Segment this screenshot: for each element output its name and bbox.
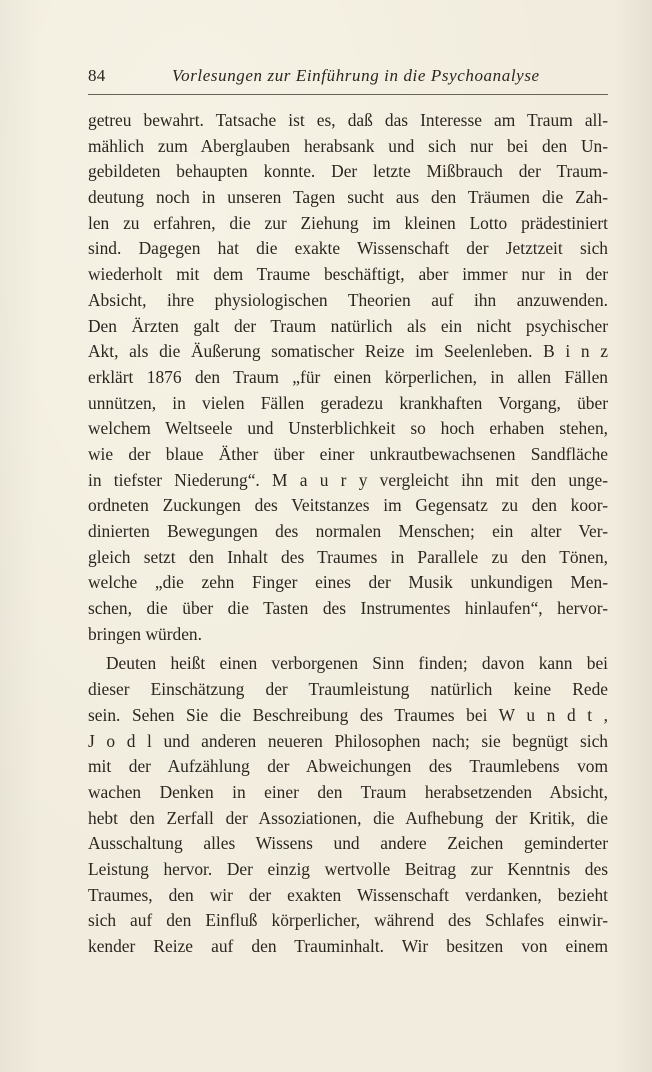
text-line: wiederholt mit dem Traume beschäftigt, aber immer nur in der	[88, 264, 608, 285]
text-line: in tiefster Niederung“. M a u r y vergleicht ihn mit den unge-	[88, 469, 608, 490]
text-line: mählich zum Aberglauben herabsank und sich nur bei den Un-	[88, 135, 608, 156]
paragraph	[88, 108, 608, 647]
text-line: sich auf den Einfluß körperlicher, während des Schlafes einwir-	[88, 910, 608, 931]
text-line: unnützen, in vielen Fällen geradezu krankhaften Vorgang, über	[88, 392, 608, 413]
text-line: Deuten heißt einen verborgenen Sinn finden; davon kann bei	[106, 653, 608, 674]
running-title: Vorlesungen zur Einführung in die Psychoanalyse	[172, 66, 540, 85]
body-text	[88, 108, 608, 960]
text-line: dieser Einschätzung der Traumleistung natürlich keine Rede	[88, 679, 608, 700]
text-line: Ausschaltung alles Wissens und andere Zeichen geminderter	[88, 833, 608, 854]
text-line: len zu erfahren, die zur Ziehung im kleinen Lotto prädestiniert	[88, 212, 608, 233]
text-line: Den Ärzten galt der Traum natürlich als ein nicht psychischer	[88, 315, 608, 336]
text-line: getreu bewahrt. Tatsache ist es, daß das Interesse am Traum all-	[88, 110, 608, 130]
text-line: hebt den Zerfall der Assoziationen, die Aufhebung der Kritik, die	[88, 807, 608, 828]
header-rule	[88, 94, 608, 95]
text-line: welchem Weltseele und Unsterblichkeit so hoch erhaben stehen,	[88, 418, 608, 439]
text-line: erklärt 1876 den Traum „für einen körperlichen, in allen Fällen	[88, 366, 608, 387]
text-line: J o d l und anderen neueren Philosophen nach; sie begnügt sich	[88, 730, 608, 751]
text-line: deutung noch in unseren Tagen sucht aus den Träumen die Zah-	[88, 187, 608, 208]
text-line: gleich setzt den Inhalt des Traumes in Parallele zu den Tönen,	[88, 546, 608, 567]
text-line: schen, die über die Tasten des Instrumentes hinlaufen“, hervor-	[88, 598, 608, 619]
text-line: bringen würden.	[88, 623, 202, 644]
text-line: Traumes, den wir der exakten Wissenschaft verdanken, bezieht	[88, 884, 608, 905]
text-line: welche „die zehn Finger eines der Musik unkundigen Men-	[88, 572, 608, 593]
text-line: Leistung hervor. Der einzig wertvolle Beitrag zur Kenntnis des	[88, 858, 608, 879]
text-line: dinierten Bewegungen des normalen Menschen; ein alter Ver-	[88, 521, 608, 541]
page-number: 84	[88, 66, 106, 85]
running-header	[88, 66, 608, 90]
text-line: wachen Denken in einer den Traum herabsetzenden Absicht,	[88, 781, 608, 802]
text-line: wie der blaue Äther über einer unkrautbewachsenen Sandfläche	[88, 443, 608, 464]
text-line: Absicht, ihre physiologischen Theorien auf ihn anzuwenden.	[88, 289, 608, 310]
text-line: sind. Dagegen hat die exakte Wissenschaft der Jetztzeit sich	[88, 238, 608, 259]
text-line: sein. Sehen Sie die Beschreibung des Traumes bei W u n d t ,	[88, 704, 608, 725]
text-line: gebildeten behaupten konnte. Der letzte Mißbrauch der Traum-	[88, 161, 608, 182]
text-line: ordneten Zuckungen des Veitstanzes im Gegensatz zu den koor-	[88, 495, 608, 516]
text-line: kender Reize auf den Trauminhalt. Wir besitzen von einem	[88, 936, 608, 956]
text-line: Akt, als die Äußerung somatischer Reize im Seelenleben. B i n z	[88, 341, 608, 362]
paragraph	[88, 651, 608, 959]
text-line: mit der Aufzählung der Abweichungen des Traumlebens vom	[88, 756, 608, 777]
